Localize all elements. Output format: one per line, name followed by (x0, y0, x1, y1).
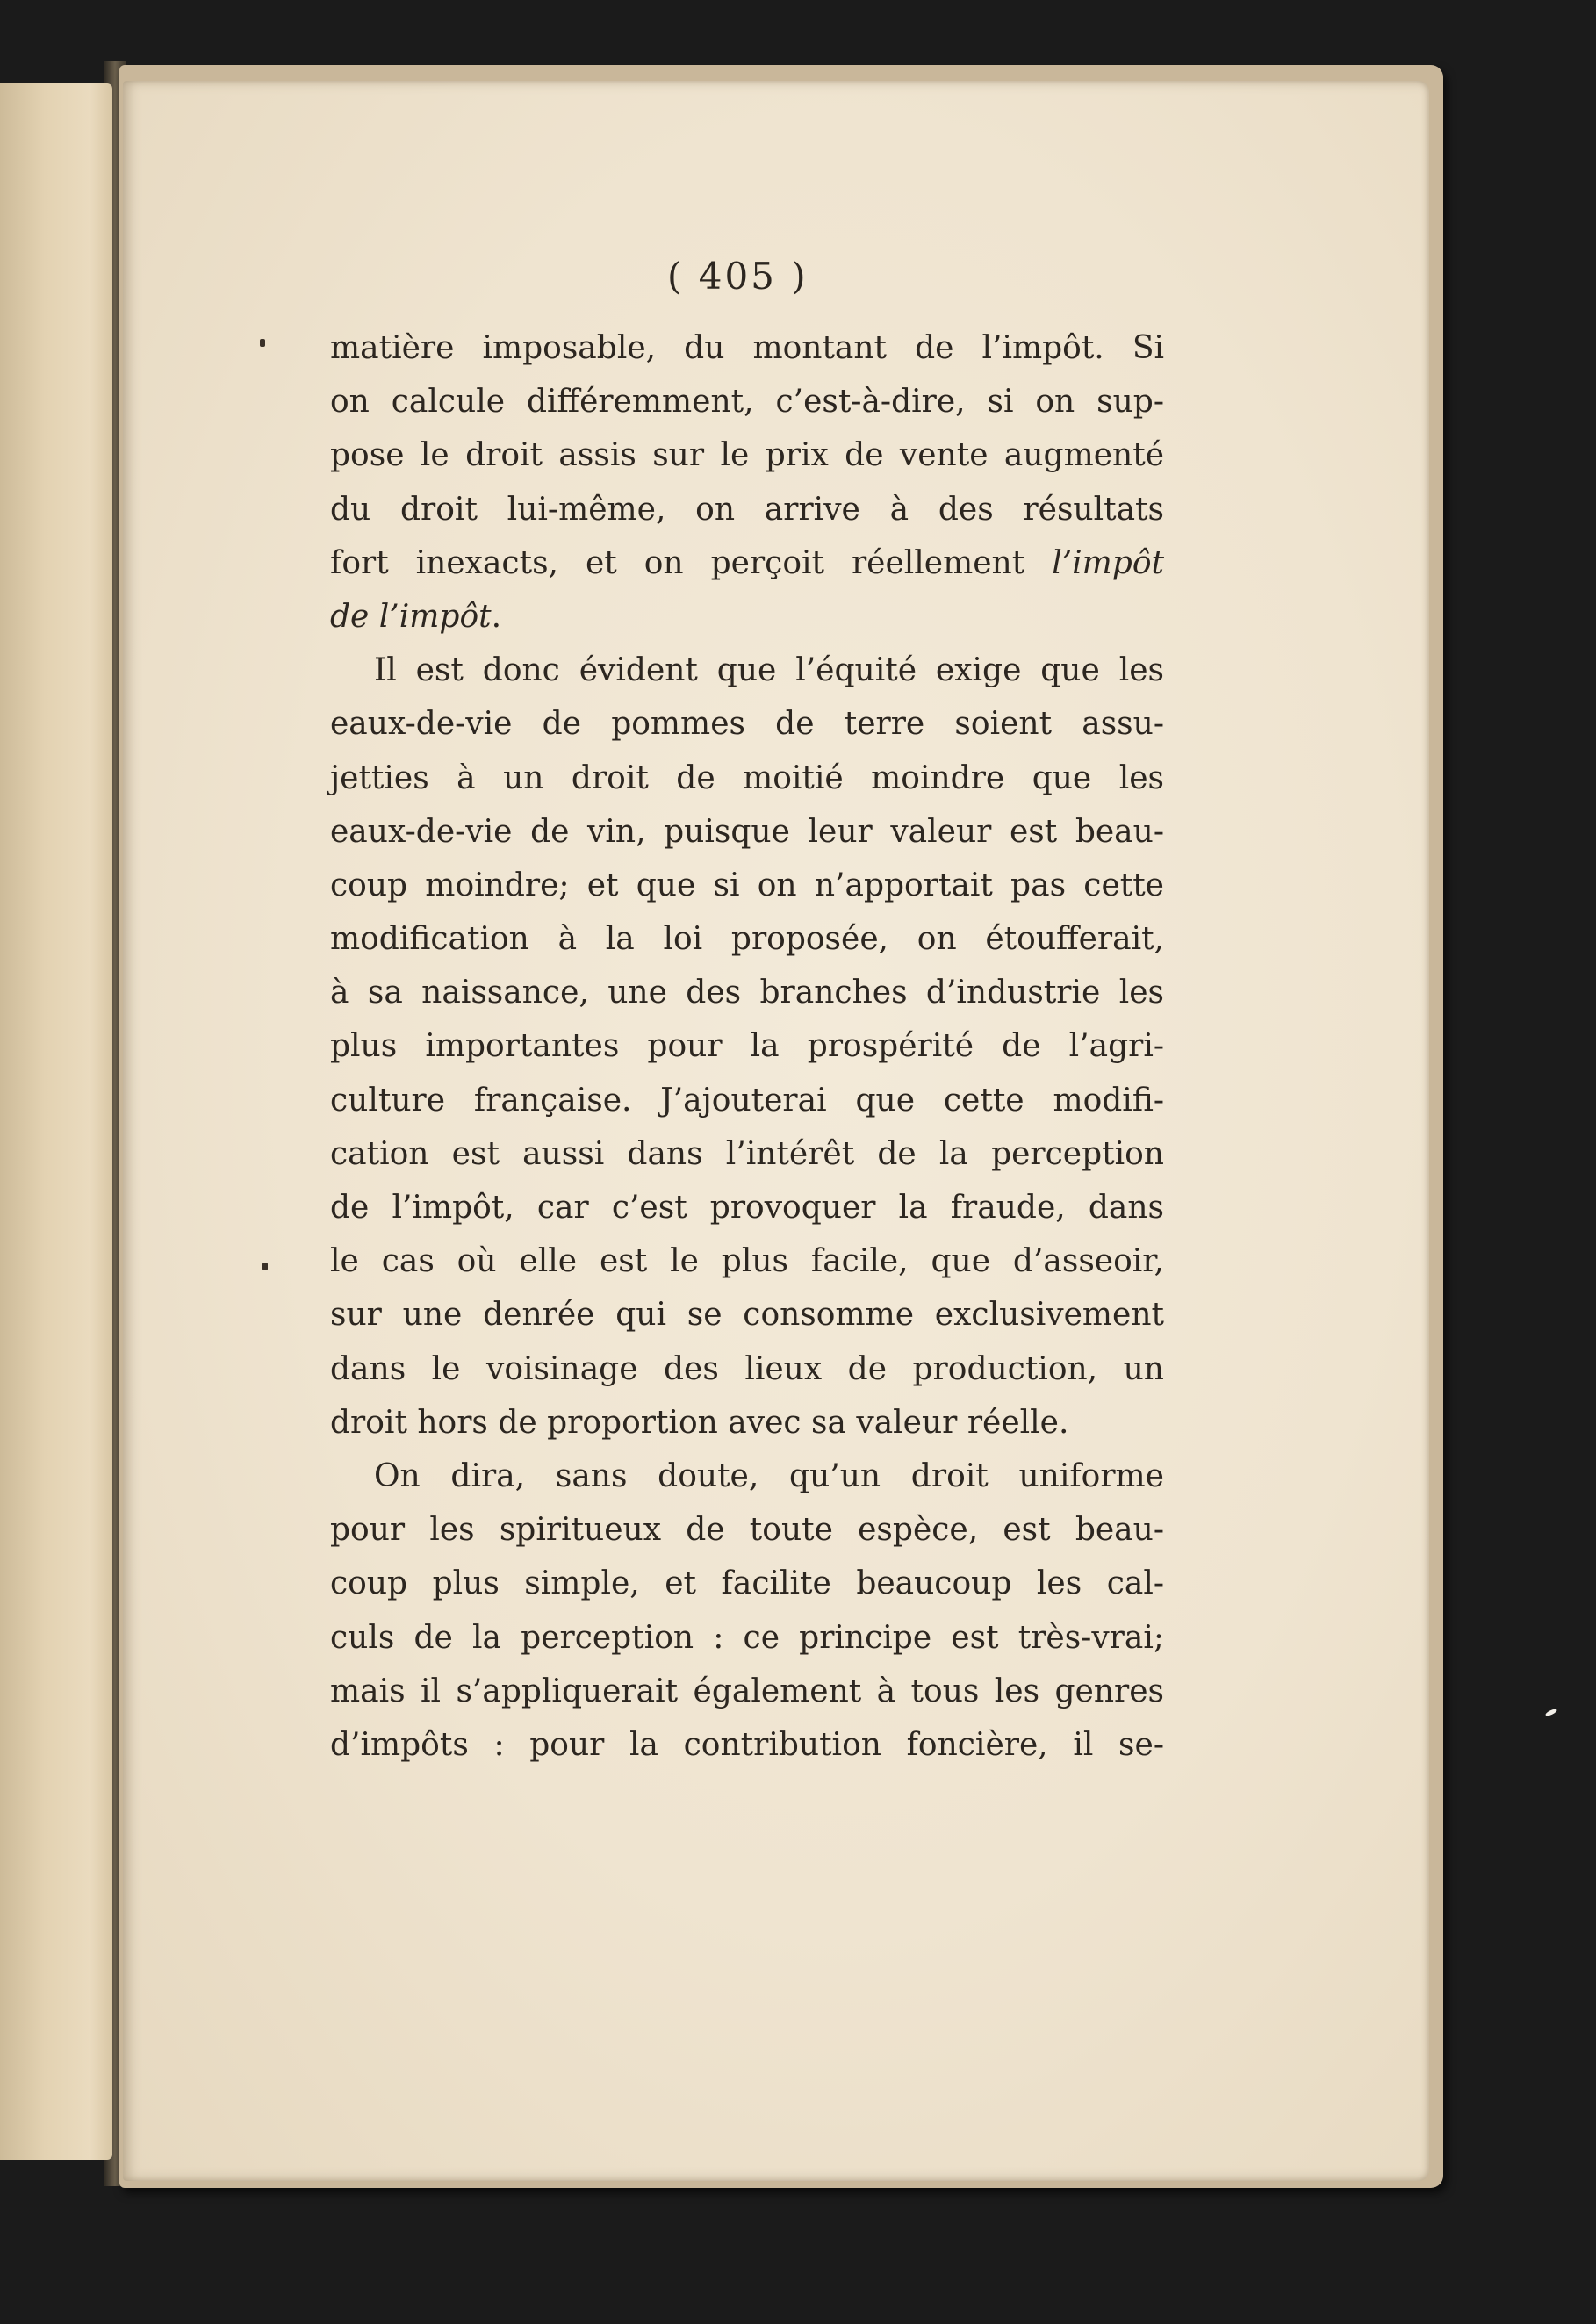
text-line: pour les spiritueux de toute espèce, est beau- (330, 1512, 1164, 1549)
text-line: eaux-de-vie de vin, puisque leur valeur est beau- (330, 813, 1164, 850)
text-line: sur une denrée qui se consomme exclusivement (330, 1297, 1164, 1334)
italic-text: de l’impôt (330, 598, 492, 635)
text-line: d’impôts : pour la contribution foncière, il se- (330, 1726, 1164, 1763)
dust-speck (1545, 1708, 1558, 1716)
text-line: plus importantes pour la prospérité de l’agri- (330, 1028, 1164, 1065)
text-line: Il est donc évident que l’équité exige que les (374, 652, 1164, 689)
page-number: ( 405 ) (667, 255, 809, 298)
margin-mark (262, 1263, 268, 1270)
text-line: le cas où elle est le plus facile, que d’asseoir, (330, 1243, 1164, 1280)
margin-mark (260, 339, 265, 347)
text-line: On dira, sans doute, qu’un droit uniforme (374, 1457, 1164, 1494)
body-text (330, 321, 1164, 1772)
text-line: droit hors de proportion avec sa valeur réelle. (330, 1404, 1069, 1441)
text-line: pose le droit assis sur le prix de vente augmenté (330, 437, 1164, 474)
text-line: jetties à un droit de moitié moindre que les (330, 759, 1164, 796)
text-line: culs de la perception : ce principe est très-vrai; (330, 1619, 1164, 1656)
text-line: culture française. J’ajouterai que cette modifi- (330, 1082, 1164, 1119)
text-line: eaux-de-vie de pommes de terre soient assu- (330, 706, 1164, 743)
text-line: dans le voisinage des lieux de production, un (330, 1350, 1164, 1387)
text-line: de l’impôt, car c’est provoquer la fraude, dans (330, 1190, 1164, 1226)
text-line (330, 536, 1164, 590)
text-line: modification à la loi proposée, on étoufferait, (330, 921, 1164, 958)
text-line: matière imposable, du montant de l’impôt. Si (330, 330, 1164, 366)
text-line: coup plus simple, et facilite beaucoup les cal- (330, 1565, 1164, 1602)
text-run: . (491, 598, 502, 635)
left-page-edge (0, 83, 112, 2160)
italic-text: l’impôt (1052, 544, 1164, 581)
text-line: mais il s’appliquerait également à tous les genres (330, 1673, 1164, 1709)
text-line: coup moindre; et que si on n’apportait pas cette (330, 867, 1164, 903)
text-run: fort inexacts, et on perçoit réellement (330, 544, 1053, 581)
text-line (330, 590, 1164, 644)
text-line: à sa naissance, une des branches d’industrie les (330, 975, 1164, 1011)
text-line: du droit lui-même, on arrive à des résultats (330, 491, 1164, 528)
text-line: on calcule différemment, c’est-à-dire, si on sup- (330, 384, 1164, 421)
text-line: cation est aussi dans l’intérêt de la perception (330, 1135, 1164, 1172)
